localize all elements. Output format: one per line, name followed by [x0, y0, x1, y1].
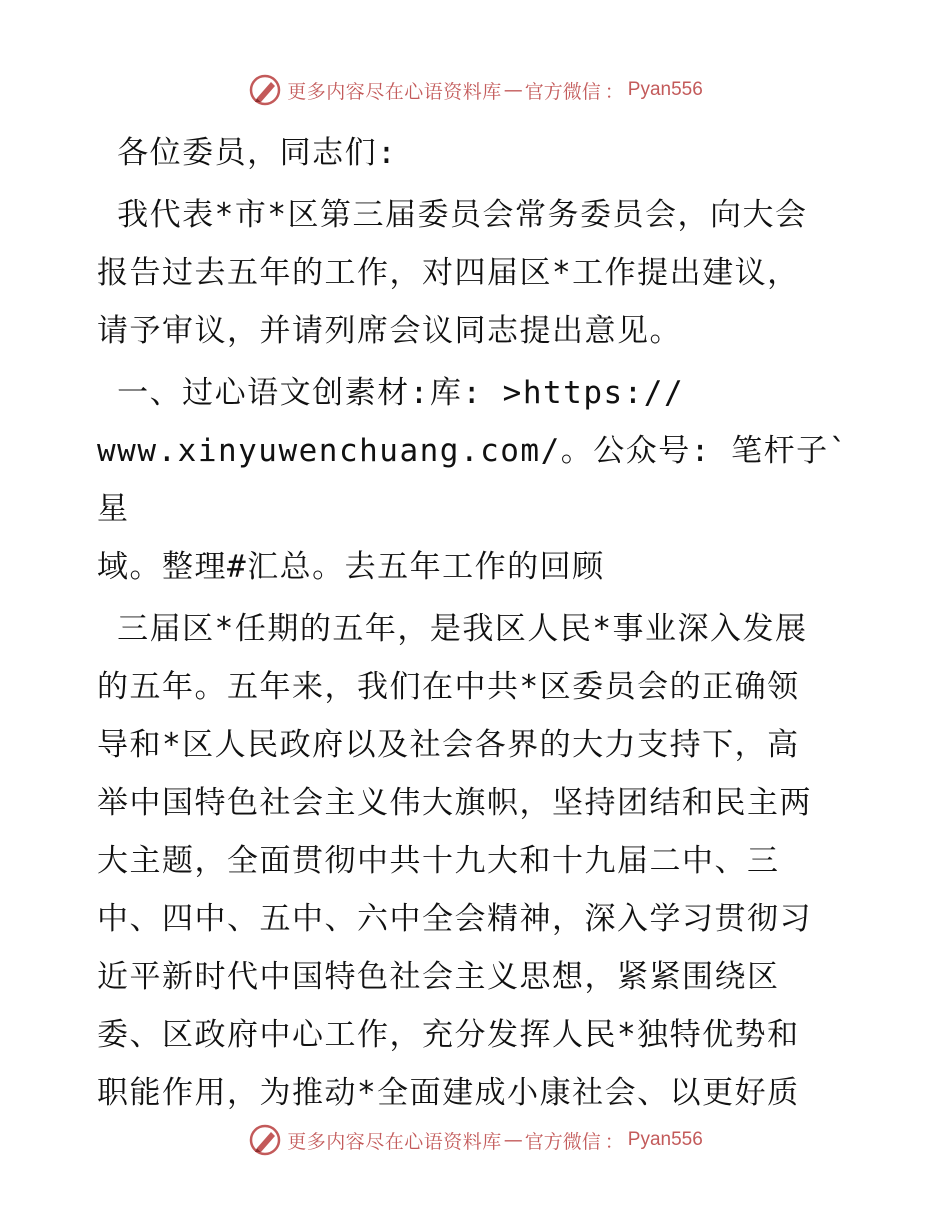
pen-logo-icon: [247, 72, 283, 108]
pen-logo-icon: [247, 1122, 283, 1158]
watermark-text: 更多内容尽在心语资料库: [287, 1130, 502, 1153]
watermark-colon: ：: [604, 1130, 624, 1153]
watermark-wechat-label: 官方微信: [524, 80, 601, 103]
paragraph-section-heading: 一、过心语文创素材:库: >https:// www.xinyuwenchuang.com/。公众号: 笔杆子`星 域。整理#汇总。去五年工作的回顾: [97, 375, 849, 585]
watermark-colon: ：: [604, 80, 624, 103]
paragraph-intro: 我代表*市*区第三届委员会常务委员会，向大会 报告过去五年的工作，对四届区*工作提出建议， 请予审议，并请列席会议同志提出意见。: [97, 197, 808, 349]
watermark-separator: —: [503, 79, 523, 101]
document-body: [97, 124, 857, 1126]
watermark-text: 更多内容尽在心语资料库: [287, 80, 502, 103]
paragraph-greeting: 各位委员，同志们:: [97, 135, 398, 171]
watermark-banner-bottom: [0, 1120, 950, 1160]
watermark-separator: —: [503, 1129, 523, 1151]
paragraph-review: 三届区*任期的五年，是我区人民*事业深入发展 的五年。五年来，我们在中共*区委员会的正确领 导和*区人民政府以及社会各界的大力支持下，高 举中国特色社会主义伟大旗帜，坚持团结和民主两 大主题，全面贯彻中共十九大和十九届二中、三 中、四中、五中、六中全会精神，深入学习贯彻习 近平新时代中国特色社会主义思想，紧紧围绕区 委、区政府中心工作，充分发挥人民*独特优势和 职能作用，为推动*全面建成小康社会、以更好质: [97, 611, 812, 1111]
watermark-handle: Pyan556: [627, 1129, 703, 1150]
watermark-wechat-label: 官方微信: [524, 1130, 601, 1153]
watermark-handle: Pyan556: [627, 79, 703, 100]
watermark-banner-top: [0, 70, 950, 110]
